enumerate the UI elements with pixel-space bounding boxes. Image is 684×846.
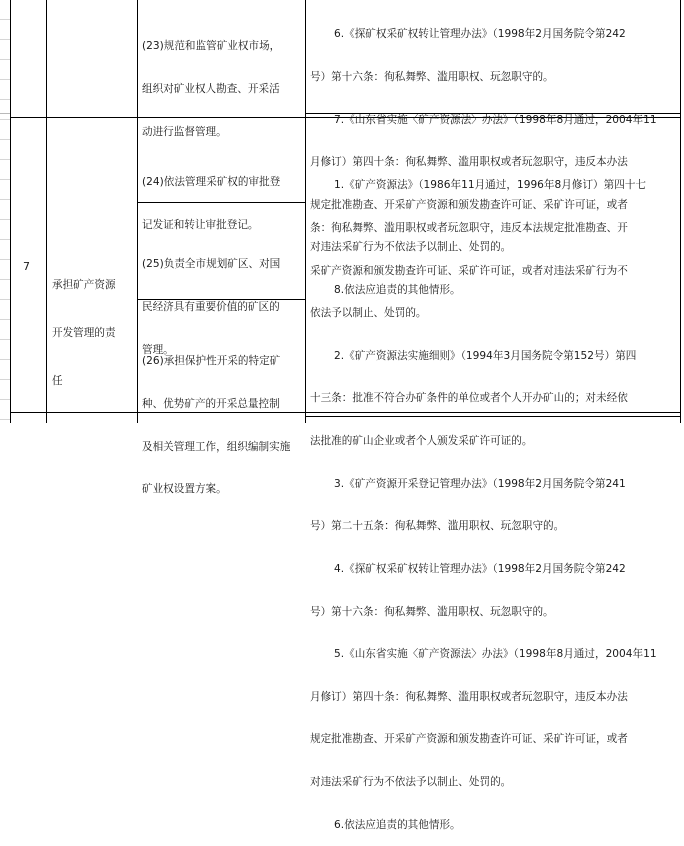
row-number: 7 <box>23 260 30 273</box>
row-border-1-gap <box>0 113 10 114</box>
responsibility-line: 开发管理的责 <box>52 327 116 339</box>
basis-line: 规定批准勘查、开采矿产资源和颁发勘查许可证、采矿许可证，或者 <box>310 198 628 211</box>
basis-line: 6.《探矿权采矿权转让管理办法》（1998年2月国务院令第242 <box>334 28 626 41</box>
basis-line: 采矿产资源和颁发勘查许可证、采矿许可证，或者对违法采矿行为不 <box>310 264 628 277</box>
basis-line: 对违法采矿行为不依法予以制止、处罚的。 <box>310 241 512 254</box>
item-line: 组织对矿业权人勘查、开采活 <box>142 83 280 96</box>
basis-line: 月修订）第四十条：徇私舞弊、滥用职权或者玩忽职守，违反本办法 <box>310 156 628 169</box>
responsibility-cell <box>52 245 116 421</box>
basis-line: 号）第十六条：徇私舞弊、滥用职权、玩忽职守的。 <box>310 71 554 84</box>
basis-line: 7.《山东省实施〈矿产资源法〉办法》（1998年8月通过，2004年11 <box>334 113 657 126</box>
basis-line: 十三条：批准不符合办矿条件的单位或者个人开办矿山的；对未经依 <box>310 392 628 405</box>
col-border-1 <box>10 0 11 423</box>
item-line: 及相关管理工作，组织编制实施 <box>142 440 291 453</box>
item-line: 民经济具有重要价值的矿区的 <box>142 301 280 314</box>
item-line: (26)承担保护性开采的特定矿 <box>142 355 281 368</box>
item-line: 种、优势矿产的开采总量控制 <box>142 398 280 411</box>
basis-cell-2 <box>310 150 657 846</box>
basis-line: 3.《矿产资源开采登记管理办法》（1998年2月国务院令第241 <box>334 477 626 490</box>
item-line: 记发证和转让审批登记。 <box>142 219 259 232</box>
basis-line: 2.《矿产资源法实施细则》（1994年3月国务院令第152号）第四 <box>334 349 637 362</box>
item-line: 矿业权设置方案。 <box>142 483 227 496</box>
responsibility-line: 承担矿产资源 <box>52 279 116 291</box>
col-border-3 <box>137 0 138 423</box>
basis-line: 5.《山东省实施〈矿产资源法〉办法》（1998年8月通过，2004年11 <box>334 648 657 661</box>
basis-line: 1.《矿产资源法》（1986年11月通过，1996年8月修订）第四十七 <box>334 179 647 192</box>
col-border-4 <box>305 0 306 423</box>
spreadsheet-gridlines <box>0 0 10 423</box>
item-line: (24)依法管理采矿权的审批登 <box>142 176 281 189</box>
basis-line: 法批准的矿山企业或者个人颁发采矿许可证的。 <box>310 435 533 448</box>
basis-line: 依法予以制止、处罚的。 <box>310 307 427 320</box>
basis-line: 4.《探矿权采矿权转让管理办法》（1998年2月国务院令第242 <box>334 562 626 575</box>
basis-line: 规定批准勘查、开采矿产资源和颁发勘查许可证、采矿许可证，或者 <box>310 733 628 746</box>
basis-line: 条：徇私舞弊、滥用职权或者玩忽职守，违反本法规定批准勘查、开 <box>310 222 628 235</box>
item-26 <box>142 326 290 525</box>
item-line: (25)负责全市规划矿区、对国 <box>142 258 281 271</box>
basis-line: 号）第二十五条：徇私舞弊、滥用职权、玩忽职守的。 <box>310 520 565 533</box>
responsibility-line: 任 <box>52 375 63 387</box>
item-line: (23)规范和监管矿业权市场， <box>142 40 281 53</box>
basis-line: 8.依法应追责的其他情形。 <box>334 284 461 297</box>
col-border-2 <box>46 0 47 423</box>
item-line: 管理。 <box>142 343 174 356</box>
item-23 <box>142 11 280 167</box>
basis-line: 月修订）第四十条：徇私舞弊、滥用职权或者玩忽职守，违反本办法 <box>310 690 628 703</box>
basis-line: 对违法采矿行为不依法予以制止、处罚的。 <box>310 775 512 788</box>
basis-line: 号）第十六条：徇私舞弊、滥用职权、玩忽职守的。 <box>310 605 554 618</box>
col-border-5 <box>680 0 681 423</box>
item-line: 动进行监督管理。 <box>142 125 227 138</box>
basis-line: 6.依法应追责的其他情形。 <box>334 818 461 831</box>
